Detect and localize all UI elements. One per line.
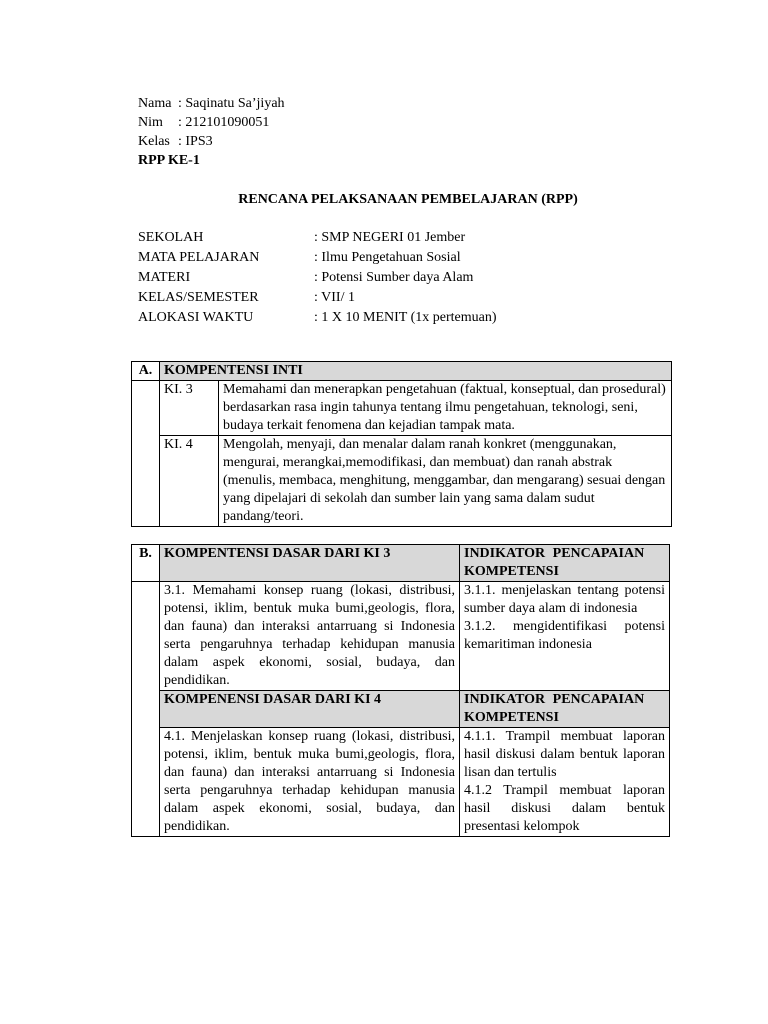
indicator-header: INDIKATOR PENCAPAIAN KOMPETENSI <box>460 691 670 728</box>
ki-text: Mengolah, menyaji, dan menalar dalam ranah konkret (menggunakan, mengurai, merangkai,memodifikasi, dan membuat) dan ranah abstrak (menulis, membaca, menghitung, menggambar, dan mengarang) sesuai dengan yang dipelajari di sekolah dan sumber lain yang sama dalam sudut pandang/teori. <box>219 436 672 527</box>
info-row <box>0 308 768 328</box>
rpp-number: RPP KE-1 <box>138 153 200 168</box>
table-row <box>132 436 672 527</box>
info-value: : Potensi Sumber daya Alam <box>314 270 474 285</box>
info-value: : Ilmu Pengetahuan Sosial <box>314 250 461 265</box>
document-title: RENCANA PELAKSANAAN PEMBELAJARAN (RPP) <box>238 192 578 207</box>
student-kelas-label: Kelas <box>138 134 170 149</box>
student-nim-value: : 212101090051 <box>178 115 270 130</box>
ki-code: KI. 3 <box>160 381 219 436</box>
info-label: MATA PELAJARAN <box>138 250 260 265</box>
indicator-item: 4.1.1. Trampil membuat laporan hasil diskusi dalam bentuk laporan lisan dan tertulis <box>464 729 665 780</box>
ki-code: KI. 4 <box>160 436 219 527</box>
indicator-header: INDIKATOR PENCAPAIAN KOMPETENSI <box>460 545 670 582</box>
info-row <box>0 288 768 308</box>
info-label: ALOKASI WAKTU <box>138 310 254 325</box>
table-header-row <box>132 362 672 381</box>
student-nim-label: Nim <box>138 115 163 130</box>
info-value: : 1 X 10 MENIT (1x pertemuan) <box>314 310 497 325</box>
school-info <box>0 228 768 328</box>
info-row <box>0 268 768 288</box>
section-letter: B. <box>132 545 160 582</box>
kd3-header: KOMPENTENSI DASAR DARI KI 3 <box>160 545 460 582</box>
student-kelas-value: : IPS3 <box>178 134 213 149</box>
kompetensi-inti-table <box>131 361 672 527</box>
info-value: : VII/ 1 <box>314 290 355 305</box>
student-nim-row <box>138 113 269 133</box>
info-label: SEKOLAH <box>138 230 204 245</box>
kd4-header: KOMPENENSI DASAR DARI KI 4 <box>160 691 460 728</box>
info-value: : SMP NEGERI 01 Jember <box>314 230 466 245</box>
table-header-row <box>132 545 670 582</box>
student-kelas-row <box>138 132 213 152</box>
table-row <box>132 381 672 436</box>
kd3-text: 3.1. Memahami konsep ruang (lokasi, distribusi, potensi, iklim, bentuk muka bumi,geologis, flora, dan fauna) dan interaksi antarruang si Indonesia serta pengaruhnya terhadap kehidupan manusia dalam aspek ekonomi, sosial, budaya, dan pendidikan. <box>160 582 460 691</box>
kd4-indicators <box>460 728 670 837</box>
section-title: KOMPENTENSI INTI <box>160 362 672 381</box>
kd3-indicators <box>460 582 670 691</box>
student-name-value: : Saqinatu Sa’jiyah <box>178 96 285 111</box>
student-name-label: Nama <box>138 96 172 111</box>
indicator-item: 4.1.2 Trampil membuat laporan hasil diskusi dalam bentuk presentasi kelompok <box>464 783 665 834</box>
table-header-row <box>132 691 670 728</box>
info-label: MATERI <box>138 270 191 285</box>
info-row <box>0 228 768 248</box>
info-label: KELAS/SEMESTER <box>138 290 259 305</box>
section-letter: A. <box>132 362 160 381</box>
ki-text: Memahami dan menerapkan pengetahuan (faktual, konseptual, dan prosedural) berdasarkan rasa ingin tahunya tentang ilmu pengetahuan, teknologi, seni, budaya terkait fenomena dan kejadian tampak mata. <box>219 381 672 436</box>
student-name-row <box>138 94 285 114</box>
indicator-item: 3.1.1. menjelaskan tentang potensi sumber daya alam di indonesia <box>464 583 665 616</box>
info-row <box>0 248 768 268</box>
kompetensi-dasar-table <box>131 544 670 837</box>
table-row <box>132 582 670 691</box>
kd4-text: 4.1. Menjelaskan konsep ruang (lokasi, distribusi, potensi, iklim, bentuk muka bumi,geologis, flora, dan fauna) dan interaksi antarruang si Indonesia serta pengaruhnya terhadap kehidupan manusia dalam aspek ekonomi, sosial, budaya, dan pendidikan. <box>160 728 460 837</box>
table-row <box>132 728 670 837</box>
indicator-item: 3.1.2. mengidentifikasi potensi kemaritiman indonesia <box>464 619 665 652</box>
